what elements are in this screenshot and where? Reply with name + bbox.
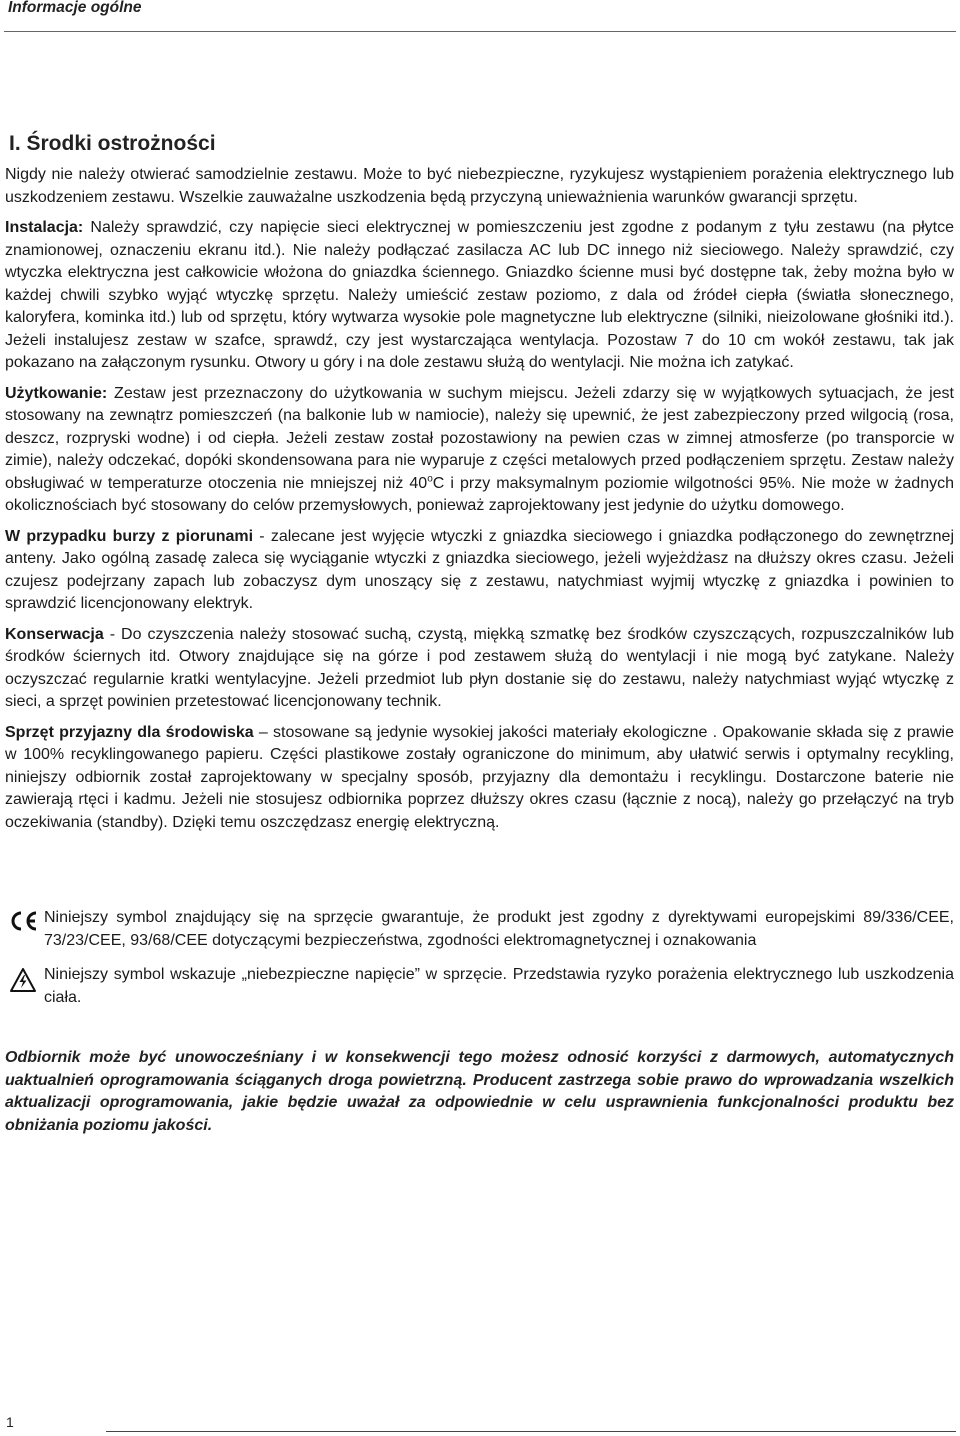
usage-text-before: Zestaw jest przeznaczony do użytkowania w suchym miejscu. Jeżeli zdarzy się w wyjątkowych sytuacjach, że jest stosowany na zewnątrz pomieszczeń (na balkonie lub w namiocie), należy się upewnić, że jest zabezpieczony przed wilgocią (rosa, deszcz, rozpryski wodne) i od ciepła. Jeżeli zestaw został pozostawiony na pewien czas w zimnej atmosferze (po transporcie w zimie), należy odczekać, dopóki skondensowana para nie wyparuje z części metalowych przed podłączeniem sprzętu. Zestaw należy obsługiwać w temperaturze otoczenia nie mniejszej niż 40 (5, 384, 954, 492)
maintenance-label: Konserwacja (5, 625, 104, 643)
page-number: 1 (6, 1414, 14, 1430)
storm-paragraph (5, 526, 954, 616)
installation-paragraph (5, 217, 954, 375)
usage-text-after: C i przy maksymalnym poziomie wilgotności 95%. Nie może w żadnych okolicznościach być stosowany do celów przemysłowych, ponieważ zaprojektowany jest jedynie do użytku domowego. (5, 474, 955, 514)
storm-text: - zalecane jest wyjęcie wtyczki z gniazdka sieciowego i gniazdka podłączonego do zewnętrznej anteny. Jako ogólną zasadę zaleca się wyciąganie wtyczki z gniazdka sieciowego, jeżeli wyjeżdżasz na dłuższy okres czasu. Jeżeli czujesz podejrzany zapach lub zobaczysz dym unoszący się z zestawu, natychmiast wyjmij wtyczkę z gniazdka i powinien to sprawdzić licencjonowany elektryk. (5, 527, 954, 612)
installation-label: Instalacja: (5, 219, 84, 236)
symbols-section (5, 907, 954, 1009)
maintenance-paragraph (5, 624, 954, 714)
ce-symbol-text: Niniejszy symbol znajdujący się na sprzęcie gwarantuje, że produkt jest zgodny z dyrektywami europejskimi 89/336/CEE, 73/23/CEE, 93/68/CEE dotyczącymi bezpieczeństwa, zgodności elektromagnetycznej i oznakowania (44, 909, 954, 949)
maintenance-text: - Do czyszczenia należy stosować suchą, czystą, miękką szmatkę bez środków czyszczących, rozpuszczalników lub środków ściernych itd. Otwory znajdujące się na górze i pod zestawem służą do wentylacji i nie mogą być zatykane. Należy oczyszczać regularnie kratki wentylacyjne. Jeżeli przedmiot lub płyn dostanie się do zestawu, należy natychmiast wyjąć wtyczkę z sieci, a sprzęt powinien przetestować licencjonowany technik. (5, 625, 954, 710)
degree-mark: o (427, 473, 433, 485)
eco-text: – stosowane są jedynie wysokiej jakości materiały ekologiczne . Opakowanie składa się z prawie w 100% recyklingowanego papieru. Części plastikowe zostały ograniczone do minimum, aby ułatwić serwis i optymalny recykling, niniejszy odbiornik został zaprojektowany w specjalny sposób, przyjazny dla demontażu i recyklingu. Dostarczone baterie nie zawierają rtęci i kadmu. Jeżeli nie stosujesz odbiornika poprzez dłuższy okres czasu (łącznie z nocą), należy go przełączyć na tryb oczekiwania (standby). Dzięki temu oszczędzasz energię elektryczną. (5, 723, 955, 831)
warning-symbol-row (5, 964, 954, 1009)
intro-paragraph (5, 164, 954, 209)
installation-text: Należy sprawdzić, czy napięcie sieci elektrycznej w pomieszczeniu jest zgodne z podanym z tyłu zestawu (na płytce znamionowej, oznaczeniu ekranu itd.). Nie należy podłączać zasilacza AC lub DC innego niż sieciowego. Należy sprawdzić, czy wtyczka elektryczna jest całkowicie włożona do gniazdka ściennego. Gniazdko ścienne musi być dostępne tak, żeby można było w każdej chwili szybko wyjąć wtyczkę sprzętu. Należy umieścić zestaw poziomo, z dala od źródeł ciepła (światła słonecznego, kaloryfera, kominka itd.) lub od sprzętu, który wytwarza wysokie pole magnetyczne lub elektryczne (silniki, nieizolowane głośniki itd.). Jeżeli instalujesz zestaw w szafce, sprawdź, czy jest wystarczająca wentylacja. Pozostaw 7 do 10 cm wokół zestawu, tak jak pokazano na załączonym rysunku. Otwory u góry i na dole zestawu służą do wentylacji. Nie można ich zatykać. (5, 219, 954, 371)
software-update-note: Odbiornik może być unowocześniany i w konsekwencji tego możesz odnosić korzyści z darmowych, automatycznych uaktualnień oprogramowania ściąganych droga powietrzną. Producent zastrzega sobie prawo do wprowadzania wszelkich aktualizacji oprogramowania, jakie będzie uważał za odpowiednie w celu usprawnienia funkcjonalności produktu bez obniżania poziomu jakości. (5, 1049, 954, 1134)
warning-symbol-text: Niniejszy symbol wskazuje „niebezpieczne napięcie” w sprzęcie. Przedstawia ryzyko porażenia elektrycznego lub uszkodzenia ciała. (44, 966, 954, 1006)
safety-body (5, 164, 954, 834)
eco-label: Sprzęt przyjazny dla środowiska (5, 723, 254, 741)
eco-paragraph (5, 722, 954, 835)
usage-label: Użytkowanie: (5, 384, 108, 402)
header-title: Informacje ogólne (8, 0, 142, 16)
header-divider (4, 31, 956, 32)
intro-text: Nigdy nie należy otwierać samodzielnie zestawu. Może to być niebezpieczne, ryzykujesz wystąpieniem porażenia elektrycznego lub uszkodzeniem zestawu. Wszelkie zauważalne uszkodzenia będą przyczyną unieważnienia warunków gwarancji sprzętu. (5, 166, 954, 206)
section-title: I. Środki ostrożności (9, 132, 216, 155)
footer-divider (106, 1431, 956, 1432)
ce-mark-icon (9, 910, 39, 940)
ce-symbol-row (5, 907, 954, 952)
storm-label: W przypadku burzy z piorunami (5, 527, 254, 545)
electric-hazard-icon (9, 967, 37, 1001)
usage-paragraph (5, 383, 954, 518)
